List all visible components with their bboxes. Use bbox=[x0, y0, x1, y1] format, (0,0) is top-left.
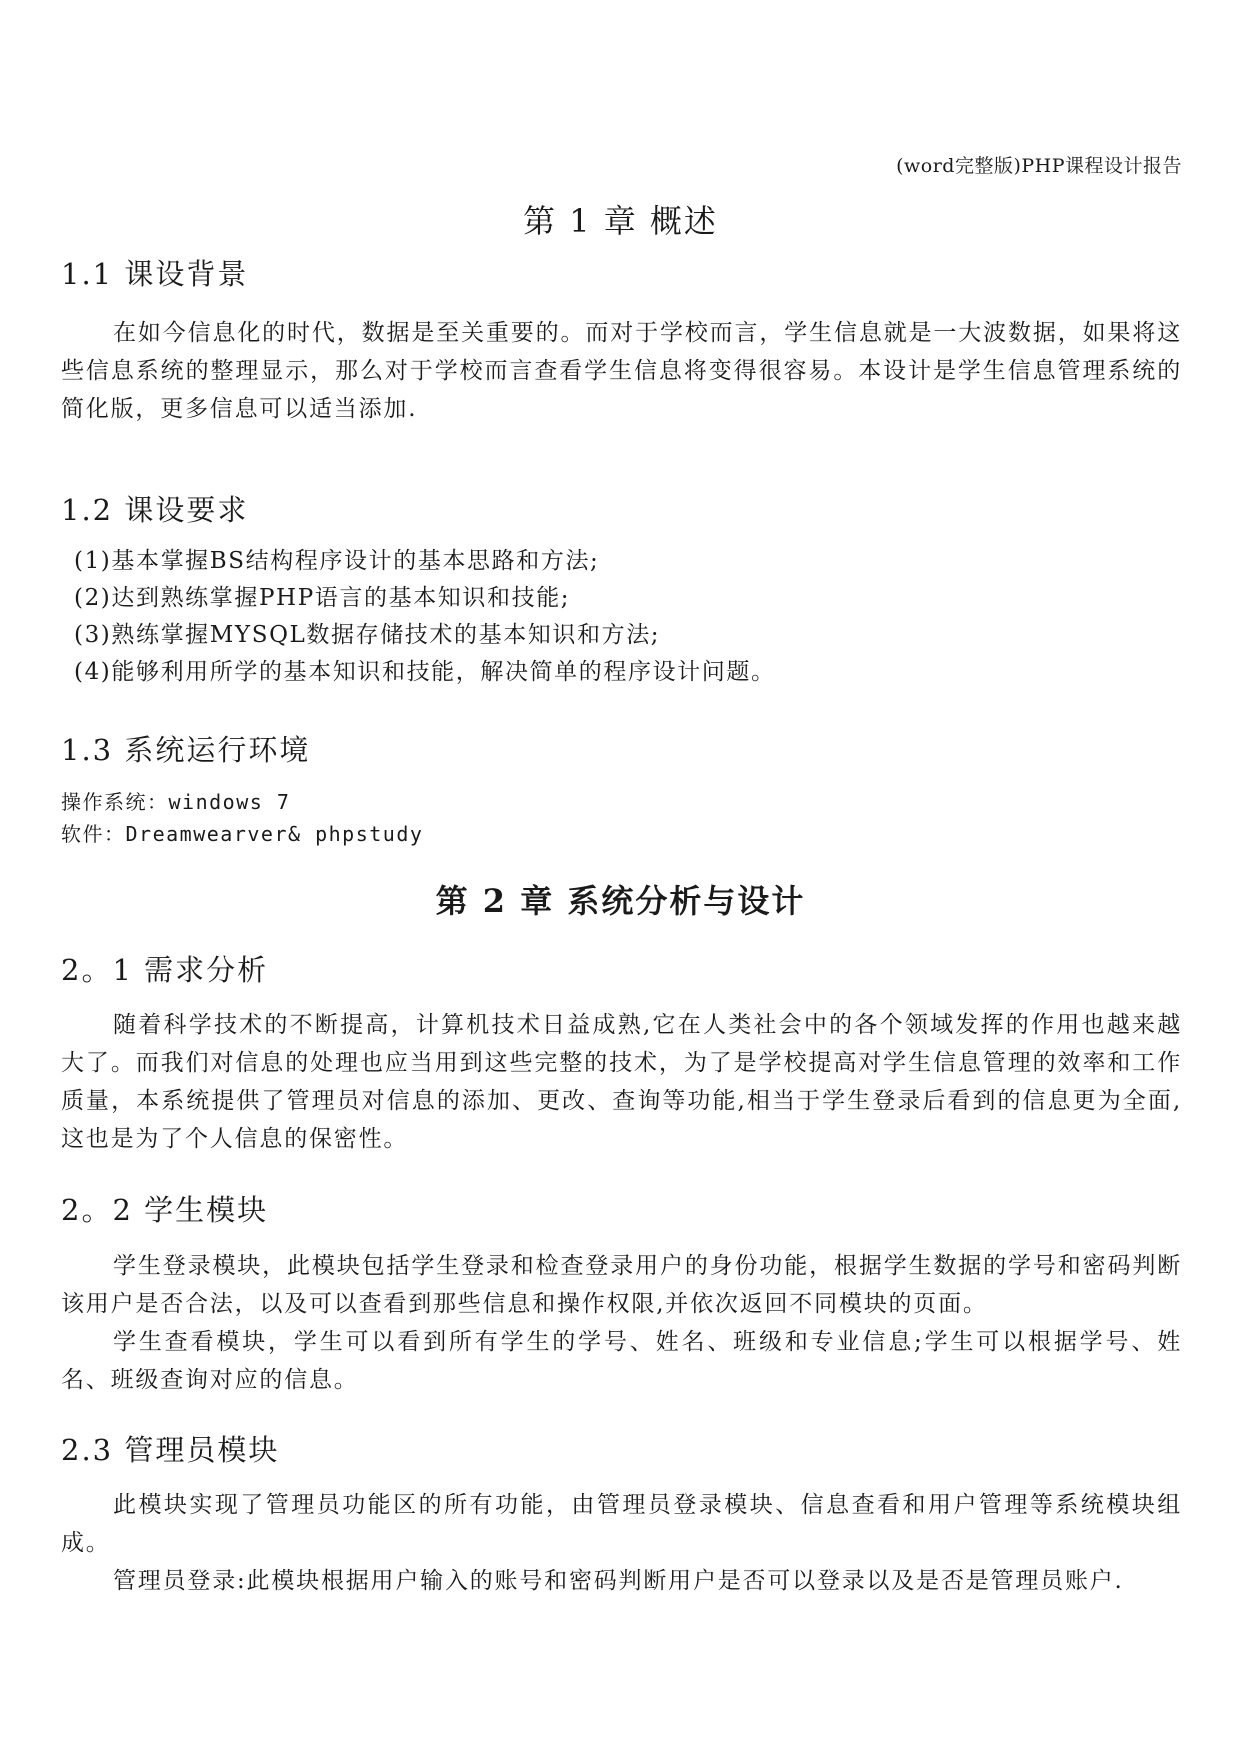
section-2-2-paragraph-2: 学生查看模块，学生可以看到所有学生的学号、姓名、班级和专业信息;学生可以根据学号、姓名、班级查询对应的信息。 bbox=[61, 1329, 1182, 1393]
list-item: (2)达到熟练掌握PHP语言的基本知识和技能; bbox=[74, 585, 571, 611]
section-2-3-title: 2.3 管理员模块 bbox=[61, 1433, 280, 1467]
section-2-1-title: 2。1 需求分析 bbox=[61, 953, 269, 987]
requirements-list bbox=[74, 543, 1174, 691]
section-1-1-title: 1.1 课设背景 bbox=[61, 257, 249, 291]
section-1-3-title: 1.3 系统运行环境 bbox=[61, 733, 311, 767]
chapter-1-title: 第 1 章 概述 bbox=[523, 202, 718, 240]
section-2-3-paragraph-1: 此模块实现了管理员功能区的所有功能，由管理员登录模块、信息查看和用户管理等系统模块组成。 bbox=[61, 1492, 1182, 1556]
os-line: 操作系统：windows 7 bbox=[61, 790, 291, 814]
chapter-2-title: 第 2 章 系统分析与设计 bbox=[435, 882, 806, 920]
list-item: (4)能够利用所学的基本知识和技能，解决简单的程序设计问题。 bbox=[74, 659, 776, 685]
list-item: (3)熟练掌握MYSQL数据存储技术的基本知识和方法; bbox=[74, 622, 661, 648]
section-2-2-paragraph-1: 学生登录模块，此模块包括学生登录和检查登录用户的身份功能，根据学生数据的学号和密码判断该用户是否合法，以及可以查看到那些信息和操作权限,并依次返回不同模块的页面。 bbox=[61, 1253, 1182, 1317]
software-line: 软件：Dreamwearver& phpstudy bbox=[61, 822, 424, 846]
section-2-2-title: 2。2 学生模块 bbox=[61, 1193, 269, 1227]
section-1-1-paragraph: 在如今信息化的时代，数据是至关重要的。而对于学校而言，学生信息就是一大波数据，如果将这些信息系统的整理显示，那么对于学校而言查看学生信息将变得很容易。本设计是学生信息管理系统的简化版，更多信息可以适当添加. bbox=[61, 320, 1182, 422]
running-header: (word完整版)PHP课程设计报告 bbox=[896, 155, 1182, 177]
section-2-3-paragraph-2: 管理员登录:此模块根据用户输入的账号和密码判断用户是否可以登录以及是否是管理员账户. bbox=[113, 1568, 1124, 1594]
list-item: (1)基本掌握BS结构程序设计的基本思路和方法; bbox=[74, 548, 600, 574]
section-2-1-paragraph: 随着科学技术的不断提高，计算机技术日益成熟,它在人类社会中的各个领域发挥的作用也越来越大了。而我们对信息的处理也应当用到这些完整的技术，为了是学校提高对学生信息管理的效率和工作质量，本系统提供了管理员对信息的添加、更改、查询等功能,相当于学生登录后看到的信息更为全面,这也是为了个人信息的保密性。 bbox=[61, 1012, 1182, 1152]
section-1-2-title: 1.2 课设要求 bbox=[61, 493, 249, 527]
